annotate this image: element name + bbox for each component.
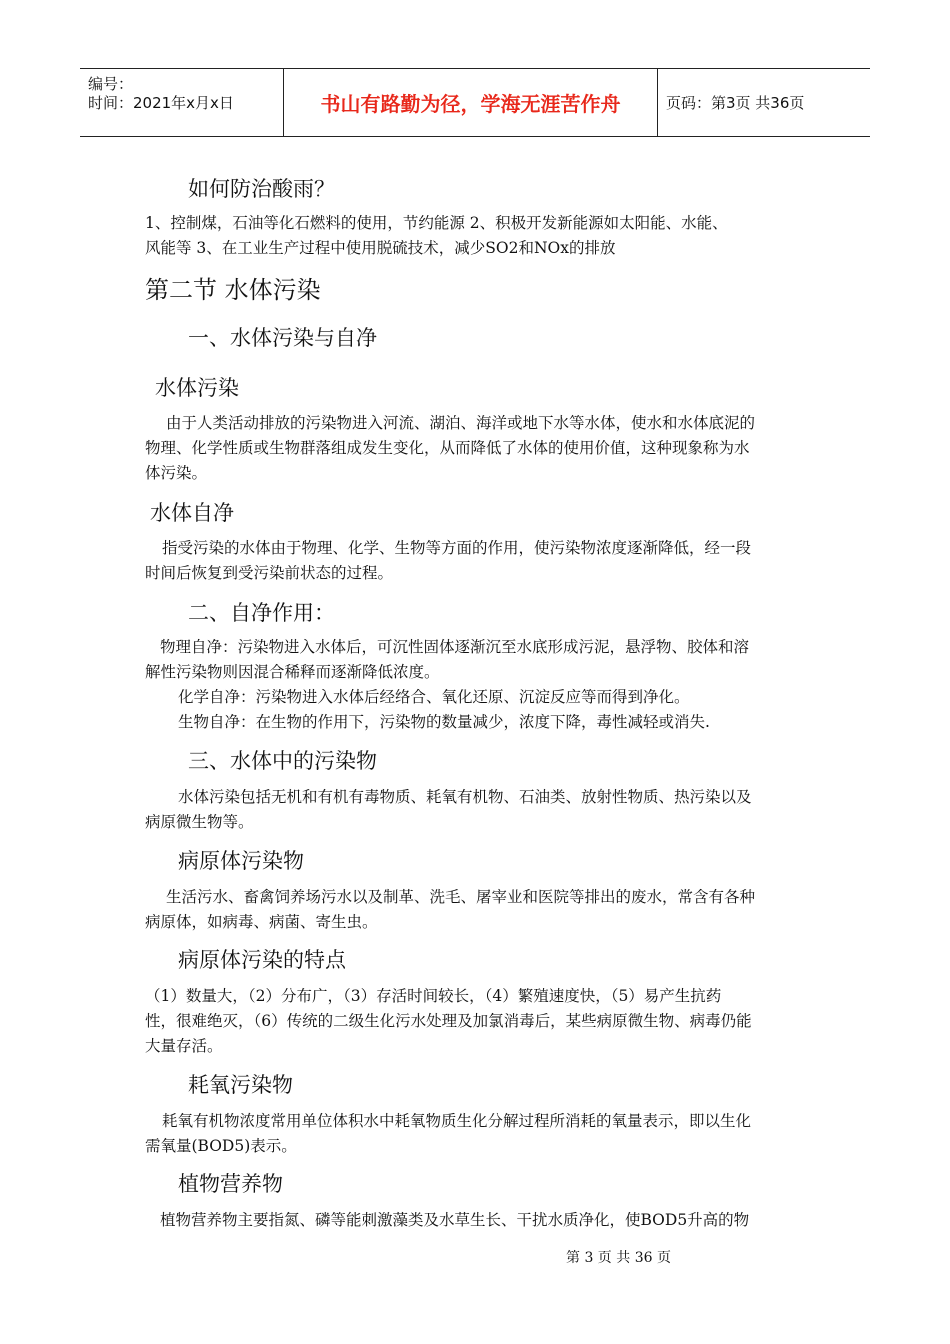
topic-title: 植物营养物 [178, 1172, 283, 1196]
paragraph-line: 水体污染包括无机和有机有毒物质、耗氧有机物、石油类、放射性物质、热污染以及 [178, 788, 752, 806]
paragraph-line: 时间后恢复到受污染前状态的过程。 [145, 564, 394, 582]
paragraph-line: 生物自净：在生物的作用下，污染物的数量减少，浓度下降，毒性减轻或消失. [178, 713, 710, 731]
page-footer: 第 3 页 共 36 页 [566, 1250, 671, 1266]
question-answer-line: 风能等 3、在工业生产过程中使用脱硫技术，减少SO2和NOx的排放 [145, 239, 616, 257]
paragraph-line: 病原体，如病毒、病菌、寄生虫。 [145, 913, 378, 931]
header-motto-cell [283, 69, 658, 136]
paragraph-line: 植物营养物主要指氮、磷等能刺激藻类及水草生长、干扰水质净化，使BOD5升高的物 [160, 1211, 750, 1229]
topic-title: 耗氧污染物 [188, 1073, 293, 1097]
subsection-title: 二、自净作用： [188, 601, 335, 625]
subsection-title: 三、水体中的污染物 [188, 749, 377, 773]
paragraph-line: 性，很难绝灭，（6）传统的二级生化污水处理及加氯消毒后，某些病原微生物、病毒仍能 [145, 1012, 752, 1030]
question-title: 如何防治酸雨？ [188, 177, 335, 201]
paragraph-line: 需氧量(BOD5)表示。 [145, 1137, 297, 1155]
paragraph-line: 解性污染物则因混合稀释而逐渐降低浓度。 [145, 663, 440, 681]
paragraph-line: 物理自净：污染物进入水体后，可沉性固体逐渐沉至水底形成污泥，悬浮物、胶体和溶 [160, 638, 750, 656]
paragraph-line: 病原微生物等。 [145, 813, 254, 831]
topic-title: 水体自净 [150, 501, 234, 525]
page-header [80, 68, 870, 137]
time-label: 时间：2021年x月x日 [88, 94, 234, 112]
paragraph-line: 由于人类活动排放的污染物进入河流、湖泊、海洋或地下水等水体，使水和水体底泥的 [166, 414, 756, 432]
motto-text: 书山有路勤为径，学海无涯苦作舟 [320, 92, 621, 116]
paragraph-line: 化学自净：污染物进入水体后经络合、氧化还原、沉淀反应等而得到净化。 [178, 688, 690, 706]
page-label: 页码：第3页 共36页 [666, 94, 805, 112]
header-page-cell [658, 69, 870, 136]
question-answer-line: 1、控制煤，石油等化石燃料的使用，节约能源 2、积极开发新能源如太阳能、水能、 [145, 214, 728, 232]
section-title: 第二节 水体污染 [145, 276, 321, 304]
header-meta-cell [80, 69, 283, 136]
paragraph-line: 指受污染的水体由于物理、化学、生物等方面的作用，使污染物浓度逐渐降低，经一段 [162, 539, 752, 557]
paragraph-line: 大量存活。 [145, 1037, 223, 1055]
paragraph-line: 生活污水、畜禽饲养场污水以及制革、洗毛、屠宰业和医院等排出的废水，常含有各种 [166, 888, 756, 906]
topic-title: 病原体污染物 [178, 849, 304, 873]
paragraph-line: （1）数量大，（2）分布广，（3）存活时间较长，（4）繁殖速度快，（5）易产生抗药 [145, 987, 722, 1005]
paragraph-line: 耗氧有机物浓度常用单位体积水中耗氧物质生化分解过程所消耗的氧量表示，即以生化 [162, 1112, 752, 1130]
topic-title: 病原体污染的特点 [178, 948, 346, 972]
subsection-title: 一、水体污染与自净 [188, 326, 377, 350]
topic-title: 水体污染 [155, 376, 239, 400]
paragraph-line: 物理、化学性质或生物群落组成发生变化，从而降低了水体的使用价值，这种现象称为水 [145, 439, 750, 457]
number-label: 编号： [88, 75, 134, 93]
paragraph-line: 体污染。 [145, 464, 208, 482]
